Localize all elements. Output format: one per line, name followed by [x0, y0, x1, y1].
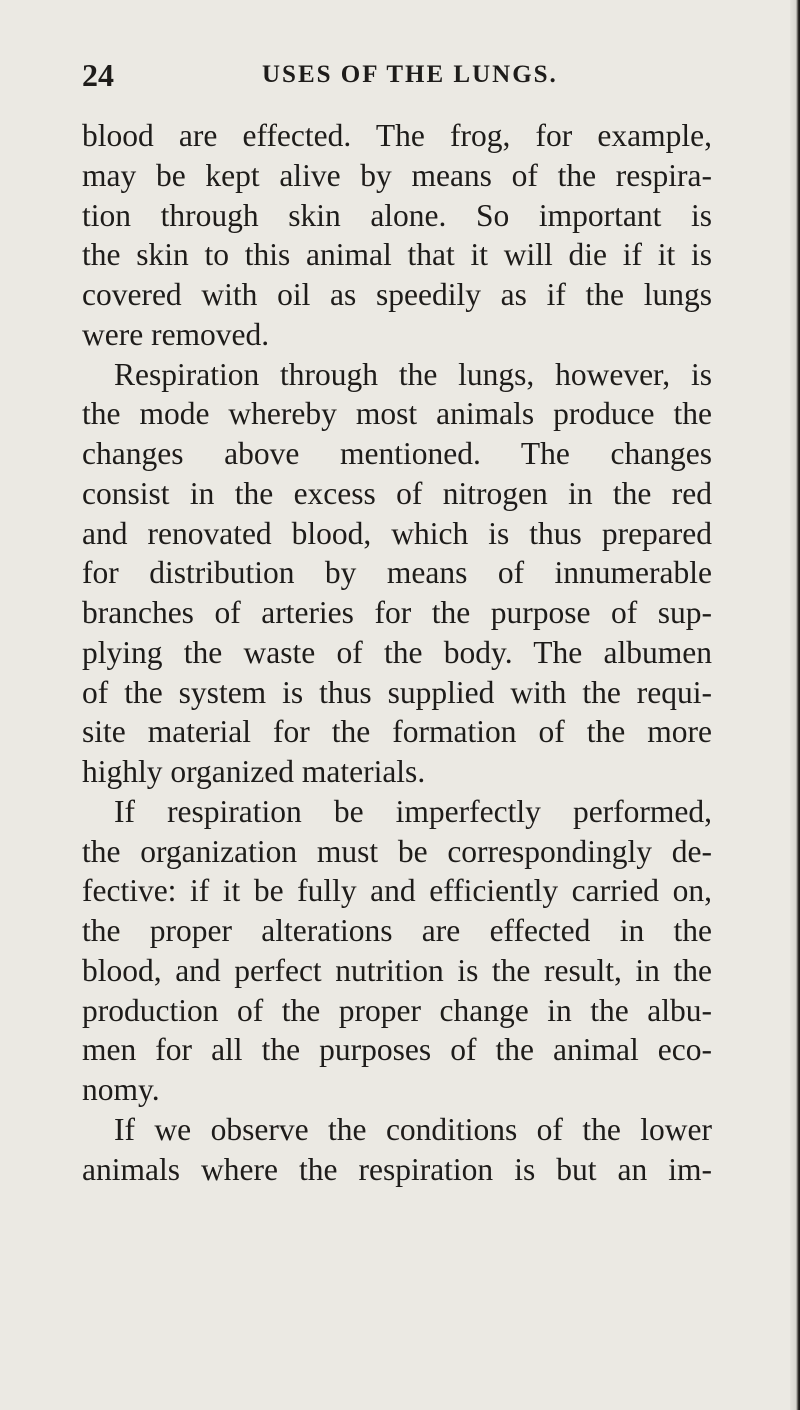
text-line: of the system is thus supplied with the requi- [82, 674, 712, 710]
text-line: production of the proper change in the albu- [82, 992, 712, 1028]
text-line: the organization must be correspondingly de- [82, 833, 712, 869]
body-text [82, 116, 712, 1189]
page-number: 24 [82, 57, 114, 93]
text-line: men for all the purposes of the animal eco- [82, 1032, 712, 1068]
text-line: highly organized materials. [82, 754, 426, 789]
text-line: blood are effected. The frog, for example, [82, 118, 712, 153]
text-line: were removed. [82, 316, 270, 352]
text-line: If we observe the conditions of the lower [114, 1111, 712, 1147]
text-line: the mode whereby most animals produce the [82, 396, 712, 432]
text-line: changes above mentioned. The changes [82, 436, 712, 471]
text-line: fective: if it be fully and efficiently carried on, [82, 873, 712, 909]
text-line: Respiration through the lungs, however, is [114, 356, 712, 392]
text-line: blood, and perfect nutrition is the result, in the [82, 952, 712, 988]
text-line: animals where the respiration is but an im- [82, 1151, 712, 1187]
text-line: may be kept alive by means of the respira- [82, 157, 712, 193]
text-line: the proper alterations are effected in the [82, 913, 712, 948]
running-head: USES OF THE LUNGS. [262, 61, 558, 88]
page-header [82, 54, 712, 96]
text-line: tion through skin alone. So important is [82, 197, 712, 233]
text-line: nomy. [82, 1072, 160, 1107]
text-line: for distribution by means of innumerable [82, 555, 712, 591]
text-line: site material for the formation of the more [82, 714, 712, 750]
text-line: plying the waste of the body. The albumen [82, 634, 712, 670]
text-line: and renovated blood, which is thus prepared [82, 515, 712, 551]
text-line: covered with oil as speedily as if the lungs [82, 277, 712, 312]
page-edge-shadow [790, 0, 800, 1410]
text-line: the skin to this animal that it will die if it is [82, 237, 712, 273]
text-line: consist in the excess of nitrogen in the red [82, 475, 712, 511]
text-line: If respiration be imperfectly performed, [114, 793, 712, 829]
text-line: branches of arteries for the purpose of sup- [82, 595, 712, 630]
